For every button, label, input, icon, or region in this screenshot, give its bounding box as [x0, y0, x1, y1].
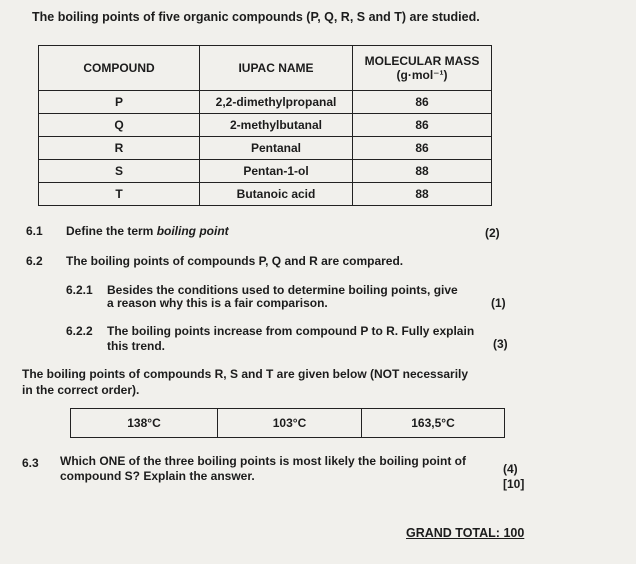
cell-iupac-name: Butanoic acid	[200, 183, 353, 206]
cell-molecular-mass: 88	[353, 183, 492, 206]
q6-2-number: 6.2	[26, 254, 43, 268]
table-row	[39, 137, 492, 160]
boiling-point-cell: 103°C	[218, 409, 362, 438]
table-row	[39, 183, 492, 206]
given-line1: The boiling points of compounds R, S and T are given below (NOT necessarily	[22, 367, 469, 381]
cell-iupac-name: Pentanal	[200, 137, 353, 160]
q6-2-text: The boiling points of compounds P, Q and R are compared.	[66, 254, 404, 268]
header-molecular-mass	[353, 46, 492, 91]
q6-1-text-term: boiling point	[156, 224, 229, 238]
cell-compound: T	[39, 183, 200, 206]
boiling-point-cell: 138°C	[71, 409, 218, 438]
header-compound: COMPOUND	[39, 46, 200, 91]
cell-compound: P	[39, 91, 200, 114]
cell-iupac-name: 2,2-dimethylpropanal	[200, 91, 353, 114]
cell-iupac-name: Pentan-1-ol	[200, 160, 353, 183]
q6-2-1-line1: Besides the conditions used to determine boiling points, give	[107, 283, 458, 297]
header-iupac-name: IUPAC NAME	[200, 46, 353, 91]
table-row	[39, 114, 492, 137]
intro-text: The boiling points of five organic compounds (P, Q, R, S and T) are studied.	[32, 10, 480, 24]
q6-3-total: [10]	[503, 477, 525, 491]
table-row	[39, 160, 492, 183]
table-header-row	[39, 46, 492, 91]
q6-2-2-line2: this trend.	[107, 339, 166, 353]
cell-molecular-mass: 86	[353, 137, 492, 160]
cell-molecular-mass: 86	[353, 114, 492, 137]
header-molecular-mass-label: MOLECULAR MASS	[364, 54, 480, 68]
q6-2-2-line1: The boiling points increase from compound P to R. Fully explain	[107, 324, 475, 338]
header-molecular-mass-unit: (g·mol⁻¹)	[396, 68, 448, 82]
q6-3-line1: Which ONE of the three boiling points is most likely the boiling point of	[60, 454, 466, 468]
cell-compound: R	[39, 137, 200, 160]
compounds-table	[38, 45, 492, 206]
q6-1-text-plain: Define the term	[66, 224, 157, 238]
cell-compound: Q	[39, 114, 200, 137]
cell-compound: S	[39, 160, 200, 183]
q6-3-number: 6.3	[22, 456, 39, 470]
q6-3-marks: (4)	[503, 462, 518, 476]
q6-2-1-marks: (1)	[491, 296, 506, 310]
q6-1-text	[66, 224, 229, 238]
q6-3-line2: compound S? Explain the answer.	[60, 469, 255, 483]
boiling-points-table	[70, 408, 505, 438]
cell-molecular-mass: 86	[353, 91, 492, 114]
boiling-point-cell: 163,5°C	[362, 409, 505, 438]
q6-2-2-marks: (3)	[493, 337, 508, 351]
q6-1-marks: (2)	[485, 226, 500, 240]
q6-1-number: 6.1	[26, 224, 43, 238]
cell-molecular-mass: 88	[353, 160, 492, 183]
q6-2-1-line2: a reason why this is a fair comparison.	[107, 296, 328, 310]
cell-iupac-name: 2-methylbutanal	[200, 114, 353, 137]
q6-2-1-number: 6.2.1	[66, 283, 93, 297]
table-row	[39, 91, 492, 114]
given-line2: in the correct order).	[22, 383, 140, 397]
boiling-points-row	[71, 409, 505, 438]
q6-2-2-number: 6.2.2	[66, 324, 93, 338]
grand-total: GRAND TOTAL: 100	[406, 526, 525, 540]
